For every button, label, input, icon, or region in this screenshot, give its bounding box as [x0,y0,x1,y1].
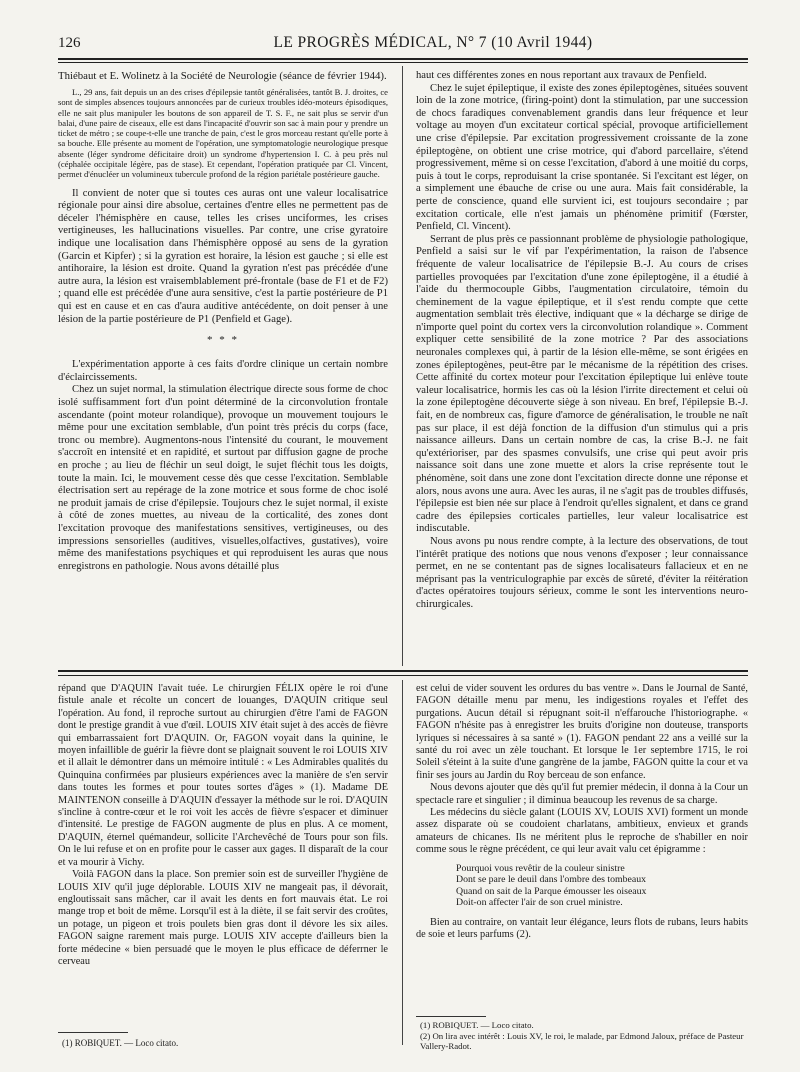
column-divider [402,66,403,666]
upper-right-column [416,70,748,612]
poem-line: Quand on sait de la Parque émousser les oiseaux [456,885,647,897]
paragraph-continued: est celui de vider souvent les ordures du bas ventre ». Dans le Journal de Santé, FAGON détaille menu par menu, les indigestions royales et l'effet des purgations. Aucun détail si répugnant soit-il n'effarouche l'historiographe. « FAGON n'hésite pas à enregistrer les bruits d'origine non douteuse, transports lyriques si nécessaires à sa santé » (1). FAGON pendant 22 ans a veillé sur la santé du roi avec un zèle touchant. Et lorsque le 1er septembre 1715, le roi Soleil s'éteint à la suite d'une gangrène de la jambe, FAGON quitte la cour et va finir ses jours au Jardin du Roy berceau de son enfance. [416,683,748,781]
section-rule-thin [58,675,748,676]
lower-right-column [416,683,748,942]
section-asterism: * * * [207,334,239,347]
paragraph: Les médecins du siècle galant (LOUIS XV, LOUIS XVI) forment un monde assez disparate où se coudoient charlatans, ambitieux, envieux et grands amateurs de chicanes. Ils ne méritent plus le reproche de s'habiller en noir comme sous le règne précédent, ce qui leur avait valu cet épigramme : [416,807,748,856]
section-rule [58,670,748,672]
epigram-poem [456,863,748,909]
paragraph: Serrant de plus près ce passionnant problème de physiologie pathologique, Penfield a saisi sur le vif par l'expérimentation, la raison de l'absence fréquente de valeur localisatrice de l'épilepsie B.-J. Au cours de crises partielles provoquées par l'excitation d'une zone épileptogène, il a étudié à l'aide du thermocouple Gibbs, l'augmentation circulatoire, témoin du cheminement de la vague épileptique, et il s'est rendu compte que cette augmentation semblait très élective, indiquant que « la décharge se dirige de n'importe quel point du cortex vers la circonvolution rolandique ». Comment expliquer cette sensibilité de la zone motrice ? Par des associations neuronales complexes qui, à partir de la lésion elle-même, se sont érigées en zones épileptogènes, peut-être par le mécanisme de la répétition des crises. Cette affinité du cortex moteur pour l'excitation épileptique lui enlève toute valeur localisatrice, hormis les cas où la lésion l'irrite directement et celui où la zone épileptogène découverte siège à son niveau. En bref, l'épilepsie B.-J. fait, en de nombreux cas, figure d'amorce de généralisation, le trouble ne naît pas sur place, il est déjà fonction de la diffusion d'un stimulus qui a pris naissance ailleurs. Dans un certain nombre de cas, la crise B.-J. ne fait qu'extérioriser, par des spasmes convulsifs, une crise qui peut avoir pris naissance soit dans une zone muette et alors la crise représente tout le phénomène, soit dans une zone dont l'excitation directe donne une réponse et alors, nous avons une aura. Avec les auras, il ne s'agit pas de troubles diffusés, l'épilepsie est bien née sur place à l'endroit qu'elles signalent, et dans ce grand cadre des épilepsies corticales partielles, leur valeur localisatrice est indiscutable. [416,233,748,535]
paragraph: Bien au contraire, on vantait leur élégance, leurs flots de rubans, leurs habits de soie et leurs parfums (2). [416,917,748,941]
lower-left-column [58,683,388,968]
paragraph: L'expérimentation apporte à ces faits d'ordre clinique un certain nombre d'éclaircissements. [58,359,388,383]
paragraph: Chez un sujet normal, la stimulation électrique directe sous forme de choc isolé suffisamment fort d'un point déterminé de la circonvolution frontale ascendante (point moteur rolandique), provoque un mouvement toujours le même pour une excitation semblable, d'un point très précis du corps (face, tronc ou membre). Augmentons-nous l'intensité du courant, le mouvement s'accroît en intensité et en rapidité, et surtout par diffusion gagne de proche en proche ; au lieu de fléchir un seul doigt, le sujet fléchit tous les doigts, toute la main. Ici, le mouvement cesse dès que cesse l'excitation. Semblable électrisation sert au repérage de la zone motrice et sous forme de choc isolé ne produit jamais de crise d'épilepsie. Toujours chez le sujet normal, il existe à côté de zones muettes, au niveau de la corticalité, des zones dont l'excitation provoque des manifestations sensitives, vertigineuses, ou des impressions sensorielles (auditives, visuelles,olfactives, gustatives), voire même des manifestations psychiques et qui reproduisent les auras que nous enregistrons en pathologie. Nous avons détaillé plus [58,384,388,572]
upper-left-column [58,70,388,573]
poem-line: Dont se pare le deuil dans l'ombre des tombeaux [456,874,647,886]
footnote: (1) ROBIQUET. — Loco citato. [420,1020,534,1030]
paragraph-continued: haut ces différentes zones en nous reportant aux travaux de Penfield. [416,70,707,81]
footnote: (2) On lira avec intérêt : Louis XV, le roi, le malade, par Edmond Jaloux, préface de Pasteur Vallery-Radot. [420,1030,744,1052]
poem-line: Pourquoi vous revêtir de la couleur sinistre [456,862,625,874]
paragraph-continued: répand que D'AQUIN l'avait tuée. Le chirurgien FÉLIX opère le roi d'une fistule anale et récolte un concert de louanges, D'AQUIN critique seul l'opération. Au fond, il reproche surtout au chirurgien d'être l'ami de FAGON dont le prestige grandit à vue d'œil. LOUIS XIV était sujet à des accès de fièvre qui embarrassaient fort D'AQUIN. Or, FAGON voyait dans la quinine, le moyen infaillible de guérir la fièvre dont se plaignait souvent le roi LOUIS XIV et il allait le démontrer dans un mémoire intitulé : « Les Admirables qualités du Quinquina confirmées par plusieurs expériences avec la manière de s'en servir dans toutes les formes et pour toutes sortes d'âges » (1). Madame DE MAINTENON conseille à D'AQUIN d'essayer la méthode sur le roi. D'AQUIN s'incline à contre-cœur et le roi voit les accès de fièvre s'espacer et diminuer d'intensité. Le prestige de FAGON augmente de plus en plus. A ce moment, D'AQUIN, éternel quémandeur, sollicite l'Archevêché de Tours pour son fils. On le lui refuse et on en profite pour le casser aux gages. Il disparaît de la cour et va mourir à Vichy. [58,683,388,868]
poem-line: Doit-on affecter l'air de son cruel ministre. [456,897,623,909]
running-header [58,34,748,56]
case-citation: Thiébaut et E. Wolinetz à la Société de Neurologie (séance de février 1944). [58,70,387,82]
footnote-rule [58,1032,128,1033]
footnotes [420,1020,748,1052]
paragraph: Il convient de noter que si toutes ces auras ont une valeur localisatrice régionale pour ainsi dire absolue, certaines d'entre elles ne permettent pas de déceler l'hémisphère en cause, telles les crises unciformes, les crises vertigineuses, les hallucinations visuelles. Par contre, une crise gyratoire indique une localisation dans l'hémisphère opposé au sens de la gyration (Garcin et Kipfer) ; si la gyration est horaire, la lésion est gauche ; si elle est antihoraire, la lésion est droite. Quand la gyration n'est pas précédée d'une autre aura, la lésion est vraisemblablement pré-frontale (base de F1 et de F2) ; quand elle est précédée d'une aura sensitive, c'est la partie postérieure de P1 qui est en cause et en cas d'aura auditive antécédente, on doit penser à une lésion de la partie postérieure de P1 (Penfield et Gage). [58,187,388,325]
header-rule [58,58,748,60]
footnote-rule [416,1016,486,1017]
journal-title: LE PROGRÈS MÉDICAL, N° 7 (10 Avril 1944) [273,34,593,51]
page-number: 126 [58,35,81,51]
paragraph: Voilà FAGON dans la place. Son premier soin est de surveiller l'hygiène de LOUIS XIV qu'il juge déplorable. LOUIS XIV ne mangeait pas, il dévorait, engloutissait sans mâcher, car il avait les dents en fort mauvais état. Le roi mange trop et boit de même. Lorsqu'il est à la diète, il se fait servir des croûtes, un potage, un pigeon et trois poulets bien gras dont il dévore les six ailes. FAGON saigne rarement mais purge. LOUIS XIV accepte d'ailleurs bien la forte médecine « bien persuadé que le moyen le plus efficace de déferrner le cerveau [58,869,388,967]
paragraph: Chez le sujet épileptique, il existe des zones épileptogènes, situées souvent loin de la zone motrice, (firing-point) dont la stimulation, par une succession de chocs faradiques convenablement grandis dans leur fréquence et leur voltage au moyen d'un excitateur cortical spécial, provoque artificiellement une crise d'épilepsie. Par excitation progressivement croissante de la zone épileptogène, on obtient une crise motrice, qui d'abord parcellaire, s'étend progressivement, même si on cesse l'excitation, d'abord à une moitié du corps, puis à tout le corps, reproduisant la crise spontanée. Si l'excitant est léger, on a simplement une ébauche de crise ou une aura. Mais fait considérable, la perte de conscience, quand elle survient ici, est toujours secondaire ; par excitation corticale, elle n'est jamais un phénomène primitif (Fœrster, Penfield, Cl. Vincent). [416,82,748,233]
footnote: (1) ROBIQUET. — Loco citato. [62,1038,179,1048]
case-report: L., 29 ans, fait depuis un an des crises d'épilepsie tantôt généralisées, tantôt B. J. droites, ce sont de simples absences toujours annoncées par de curieux troubles idéo-moteurs épisodiques, elle ne sait plus manipuler les boutons de son appareil de T. S. F., ne sait plus se servir d'un balai, d'une paire de ciseaux, elle est dans l'incapacité d'ouvrir son sac à main pour y prendre un ticket de métro ; se coupe-t-elle une tranche de pain, c'est le gros morceau restant qu'elle porte à sa bouche. Elle présente au moment de l'opération, une symptomatologie neurologique presque absente (léger syndrome déficitaire droit) un syndrome d'hypertension I. C. à peu près nul (céphalée occipitale légère, pas de stase). Et cependant, l'opération pratiquée par Cl. Vincent, permet d'énucléer un volumineux tubercule profond de la région pariétale postérieure gauche. [58,87,388,180]
paragraph: Nous devons ajouter que dès qu'il fut premier médecin, il donna à la Cour un spectacle rare et singulier ; il diminua beaucoup les revenus de sa charge. [416,782,748,806]
column-divider-lower [402,680,403,1045]
header-rule-thin [58,62,748,63]
paragraph: Nous avons pu nous rendre compte, à la lecture des observations, de tout l'intérêt pratique des notions que nous venons d'exposer ; leur connaissance permet, en ne se contentant pas de signes localisateurs fallacieux et en ne méprisant pas la ventriculographie par excès de sûreté, d'éviter la réitération d'actes opératoires toujours sérieux, comme le sont les interventions neuro-chirurgicales. [416,535,748,610]
